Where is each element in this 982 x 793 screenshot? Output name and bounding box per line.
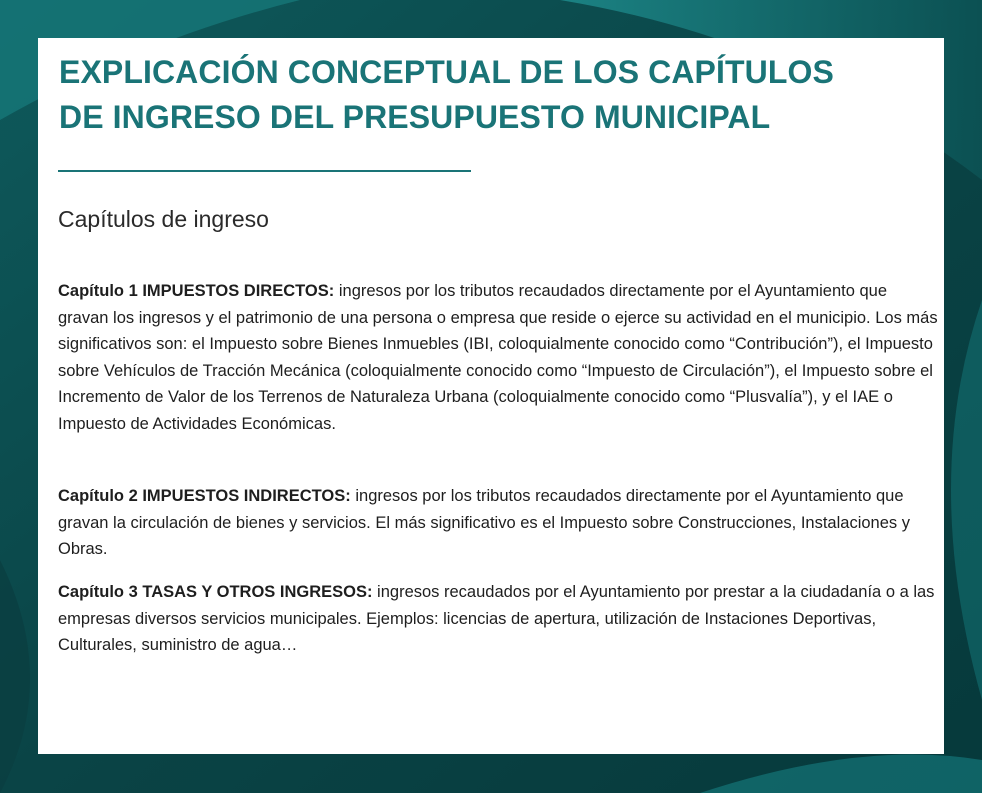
chapter-2-paragraph <box>58 483 940 563</box>
chapter-3-text: ingresos recaudados por el Ayuntamiento por prestar a la ciudadanía o a las empresas diversos servicios municipales. Ejemplos: licencias de apertura, utilización de Instaciones Deportivas, Culturales, suministro de agua… <box>58 583 935 654</box>
chapter-2-heading: Capítulo 2 IMPUESTOS INDIRECTOS: <box>58 487 351 505</box>
chapter-3-paragraph <box>58 579 940 659</box>
title-underline <box>58 170 471 172</box>
slide-title <box>59 50 939 140</box>
content-panel <box>38 38 944 754</box>
chapter-2-text: ingresos por los tributos recaudados directamente por el Ayuntamiento que gravan la circulación de bienes y servicios. El más significativo es el Impuesto sobre Construcciones, Instalaciones y Obras. <box>58 487 910 558</box>
title-line-2: DE INGRESO DEL PRESUPUESTO MUNICIPAL <box>59 99 771 135</box>
chapter-1-text: ingresos por los tributos recaudados directamente por el Ayuntamiento que gravan los ingresos y el patrimonio de una persona o empresa que reside o ejerce su actividad en el municipio. Los más significativos son: el Impuesto sobre Bienes Inmuebles (IBI, coloquialmente conocido como “Contribución”), el Impuesto sobre Vehículos de Tracción Mecánica (coloquialmente conocido como “Impuesto de Circulación”), el Impuesto sobre el Incremento de Valor de los Terrenos de Naturaleza Urbana (coloquialmente conocido como “Plusvalía”), y el IAE o Impuesto de Actividades Económicas. <box>58 282 938 433</box>
title-line-1: EXPLICACIÓN CONCEPTUAL DE LOS CAPÍTULOS <box>59 54 834 90</box>
chapter-1-paragraph <box>58 278 940 437</box>
chapter-3-heading: Capítulo 3 TASAS Y OTROS INGRESOS: <box>58 583 373 601</box>
chapter-1-heading: Capítulo 1 IMPUESTOS DIRECTOS: <box>58 282 335 300</box>
section-subtitle: Capítulos de ingreso <box>58 206 269 232</box>
